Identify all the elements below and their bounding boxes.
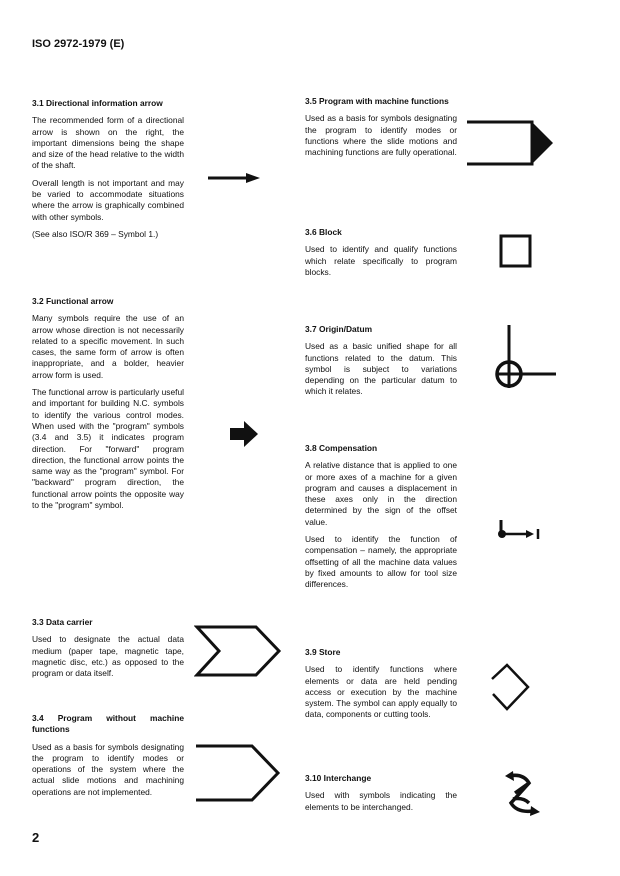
data-carrier-icon [194,624,284,678]
paragraph: The functional arrow is particularly useful and important for building N.C. symbols to identify the various control modes. When used with the "program" symbols (3.4 and 3.5) it indicates program direction. For "forward" program direction, the functional arrow points the same way as the "program" symbol. For "backward" program direction, the functional arrow points the opposite way to the "program" symbol. [32,387,184,511]
paragraph: Used to designate the actual data medium (paper tape, magnetic tape, magnetic disc, etc.) as opposed to the program or data itself. [32,634,184,679]
paragraph: Used to identify and qualify functions which relate specifically to program blocks. [305,244,457,277]
section-3-9 [305,647,457,727]
paragraph: Used to identify functions where elements or data are held pending access or execution by the machine system. The symbol can apply equally to data, components or cutting tools. [305,664,457,720]
paragraph: A relative distance that is applied to one or more axes of a machine for a given program and causes a displacement in these axes only in the direction determined by the sign of the offset value. [305,460,457,527]
section-heading: 3.6 Block [305,227,342,237]
section-3-1 [32,98,184,246]
compensation-icon [496,519,542,541]
interchange-icon [503,771,543,817]
directional-arrow-icon [208,171,260,185]
paragraph: Many symbols require the use of an arrow whose direction is not necessarily related to a specific movement. In such cases, the same form of arrow is often inappropriate, and a bolder, heavier arrow form is used. [32,313,184,380]
section-3-6 [305,227,457,284]
document-header: ISO 2972-1979 (E) [32,38,125,50]
paragraph: Used as a basic unified shape for all functions related to the datum. This symbol is subject to variations depending on the particular datum to which it relates. [305,341,457,397]
section-heading: 3.4 Program without machine functions [32,713,184,735]
section-heading: 3.1 Directional information arrow [32,98,163,108]
section-3-5 [305,96,457,164]
program-without-functions-icon [194,743,284,803]
section-3-10 [305,773,457,819]
section-heading: 3.3 Data carrier [32,617,93,627]
section-heading: 3.9 Store [305,647,341,657]
paragraph: Used to identify the function of compensation – namely, the appropriate offsetting of all the machine data values by fixed amounts to allow for tool size differences. [305,534,457,590]
store-icon [490,663,532,713]
section-3-8 [305,443,457,597]
section-heading: 3.5 Program with machine functions [305,96,449,106]
paragraph: Overall length is not important and may be varied to accommodate situations where the arrow is graphically combined with other symbols. [32,177,184,222]
paragraph: Used as a basis for symbols designating the program to identify modes or functions where the slide motions and machining functions are fully operational. [305,113,457,158]
section-heading: 3.2 Functional arrow [32,296,114,306]
section-3-2 [32,296,184,517]
section-heading: 3.7 Origin/Datum [305,324,373,334]
section-3-4 [32,713,184,804]
block-icon [499,234,533,268]
section-3-7 [305,324,457,404]
page-number: 2 [32,830,40,845]
paragraph: Used as a basis for symbols designating the program to identify modes or operations of the system where the actual slide motions and machining operations are not implemented. [32,741,184,797]
paragraph: Used with symbols indicating the elements to be interchanged. [305,790,457,812]
functional-arrow-icon [230,421,260,447]
paragraph: The recommended form of a directional arrow is shown on the right, the important dimensions being the shape and size of the head relative to the width of the shaft. [32,115,184,171]
origin-datum-icon [490,325,558,391]
section-heading: 3.8 Compensation [305,443,378,453]
section-3-3 [32,617,184,685]
paragraph: (See also ISO/R 369 – Symbol 1.) [32,228,159,239]
program-with-functions-icon [467,119,559,169]
section-heading: 3.10 Interchange [305,773,372,783]
